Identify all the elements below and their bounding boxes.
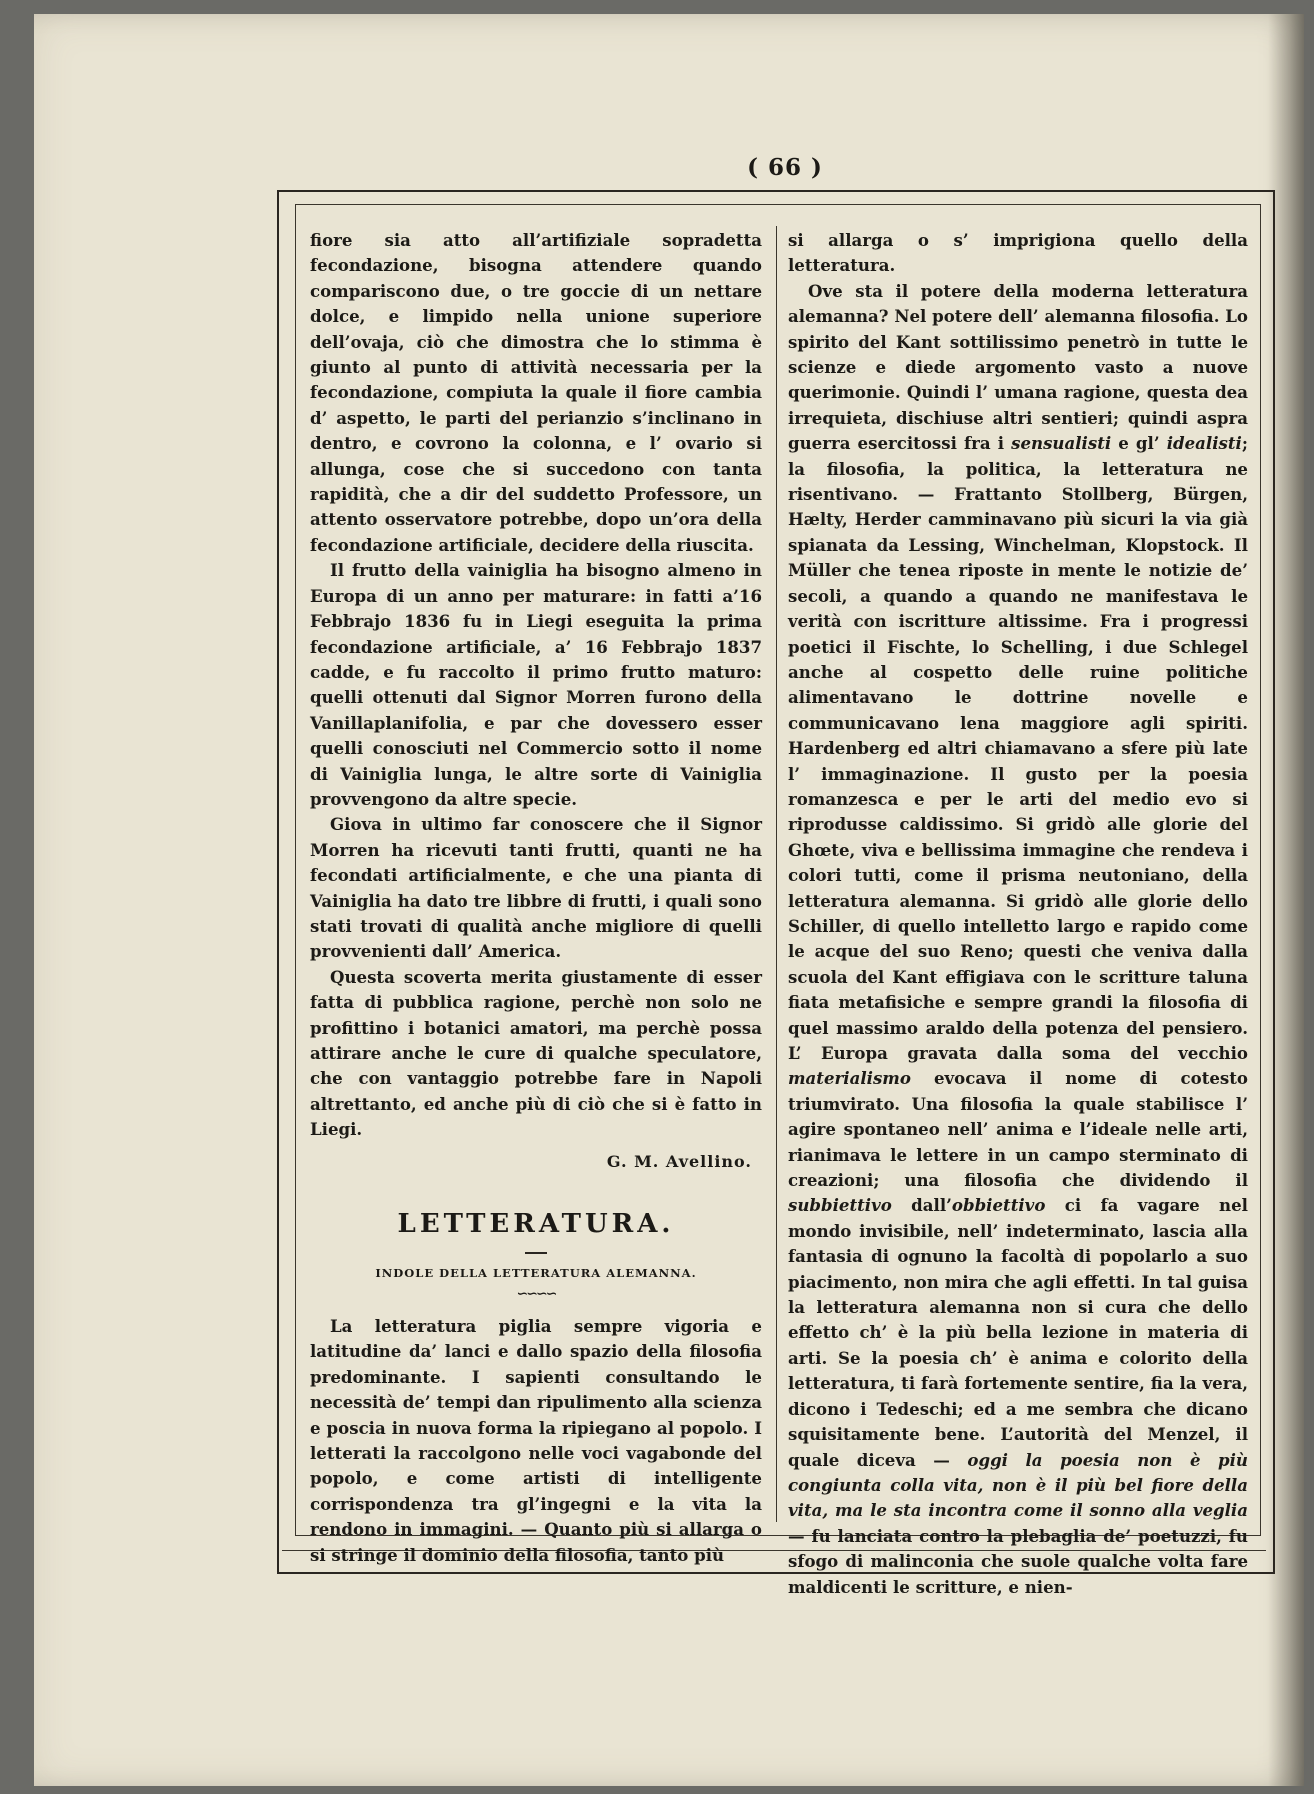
section-subtitle: INDOLE DELLA LETTERATURA ALEMANNA. (375, 1266, 697, 1281)
right-column (788, 228, 1248, 1600)
italic-term: sensualisti (1011, 433, 1112, 454)
italic-quote: oggi la poesia non è più congiunta colla vita, non è il più bel fiore della vita, ma le sta incontra come il sonno alla veglia (788, 1449, 1248, 1521)
italic-term: obbiettivo (951, 1195, 1046, 1216)
paragraph-letteratura-intro: La letteratura piglia sempre vigoria e latitudine da’ lanci e dallo spazio della filosofia predominante. I sapienti consultando le necessità de’ tempi dan ripulimento alla scienza e poscia in nuova forma la ripiegano al popolo. I letterati la raccolgono nelle voci vagabonde del popolo, e come artisti di intelligente corrispondenza tra gl’ingegni e la vita la rendono in immagini. — Quanto più si allarga o si stringe il dominio della filosofia, tanto più (310, 1316, 762, 1565)
column-divider (776, 226, 777, 1522)
title-rule (525, 1252, 547, 1254)
paragraph-frutto-vainiglia: Il frutto della vainiglia ha bisogno almeno in Europa di un anno per maturare: in fatti a’16 Febbrajo 1836 fu in Liegi eseguita la prima fecondazione artificiale, a’ 16 Febbrajo 1837 cadde, e fu raccolto il primo frutto maturo: quelli ottenuti dal Signor Morren furono della Vanillaplanifolia, e par che dovessero esser quelli conosciuti nel Commercio sotto il nome di Vainiglia lunga, le altre sorte di Vainiglia provvengono da altre specie. (310, 560, 762, 809)
text-run: ; la filosofia, la politica, la letteratura ne risentivano. — Frattanto Stollberg, Bürgen, Hælty, Herder camminavano più sicuri la via già spianata da Lessing, Winchelman, Klopstock. Il Müller che tenea riposte in mente le notizie de’ secoli, a quando a quando ne manifestava le verità con iscritture altissime. Fra i progressi poetici il Fischte, lo Schelling, i due Schlegel anche al cospetto delle ruine politiche alimentavano le dottrine novelle e communicavano lena maggiore agli spiriti. Hardenberg ed altri chiamavano a sfere più late l’ immaginazione. Il gusto per la poesia romanzesca e per le arti del medio evo si riprodusse caldissimo. Si gridò alle glorie del Ghœte, viva e bellissima immagine che rendeva i colori tutti, come il prisma neutoniano, della letteratura alemanna. Si gridò alle glorie dello Schiller, di quello intelletto largo e rapido come le acque del suo Reno; questi che veniva dalla scuola del Kant effigiava con le scritture taluna fiata metafisiche e sempre grandi la filosofia di quel massimo araldo della potenza del pensiero. L’ Europa gravata dalla soma del vecchio (788, 433, 1248, 1063)
italic-term: subbiettivo (788, 1195, 892, 1216)
text-run: Ove sta il potere della moderna letteratura alemanna? Nel potere dell’ alemanna filosofia. Lo spirito del Kant sottilissimo penetrò in tutte le scienze e diede argomento vasto a nuove querimonie. Quindi l’ umana ragione, questa dea irrequieta, dischiuse altri sentieri; quindi aspra guerra esercitossi fra i (788, 280, 1248, 454)
text-run: dall’ (891, 1195, 952, 1216)
author-signature: G. M. Avellino. (606, 1151, 752, 1171)
section-title: LETTERATURA. (397, 1209, 675, 1240)
italic-term: idealisti (1166, 433, 1242, 454)
paragraph-scoverta: Questa scoverta merita giustamente di esser fatta di pubblica ragione, perchè non solo ne profittino i botanici amatori, ma perchè possa attirare anche le cure di qualche speculatore, che con vantaggio potrebbe fare in Napoli altrettanto, ed anche più di ciò che si è fatto in Liegi. (310, 966, 762, 1140)
text-run: — fu lanciata contro la plebaglia de’ poetuzzi, fu sfogo di malinconia che suole qualche volta fare maldicenti le scritture, e nien- (788, 1525, 1248, 1597)
text-run: e gl’ (1111, 433, 1167, 454)
paragraph-vainiglia-fecondazione: fiore sia atto all’artifiziale sopradetta fecondazione, bisogna attendere quando compariscono due, o tre goccie di un nettare dolce, e limpido nella unione superiore dell’ovaja, ciò che dimostra che lo stimma è giunto al punto di attività necessaria per la fecondazione, compiuta la quale il fiore cambia d’ aspetto, le parti del perianzio s’inclinano in dentro, e covrono la colonna, e l’ ovario si allunga, cose che si succedono con tanta rapidità, che a dir del suddetto Professore, un attento osservatore potrebbe, dopo un’ora della fecondazione artificiale, decidere della riuscita. (310, 230, 762, 555)
text-run: ci fa vagare nel mondo invisibile, nell’ indeterminato, lascia alla fantasia di ognuno la facoltà di popolarlo a suo piacimento, non mira che agli effetti. In tal guisa la letteratura alemanna non si cura che dello effetto ch’ è la più bella lezione in materia di arti. Se la poesia ch’ è anima e colorito della letteratura, ti farà fortemente sentire, fia la vera, dicono i Tedeschi; ed a me sembra che dicano squisitamente bene. L’autorità del Menzel, il quale diceva — (788, 1195, 1248, 1470)
text-run: evocava il nome di cotesto triumvirato. Una filosofia la quale stabilisce l’ agire spontaneo nell’ anima e l’ideale nelle arti, rianimava le lettere in un campo sterminato di creazioni; una filosofia che dividendo il (788, 1068, 1248, 1191)
paragraph-continuation: si allarga o s’ imprigiona quello della letteratura. (788, 230, 1248, 276)
left-column (310, 228, 762, 1568)
paragraph-morren: Giova in ultimo far conoscere che il Signor Morren ha ricevuti tanti frutti, quanti ne ha fecondati artificialmente, e che una pianta di Vainiglia ha dato tre libbre di frutti, i quali sono stati trovati di qualità anche migliore di quelli provvenienti dall’ America. (310, 814, 762, 962)
paragraph-letteratura-alemanna (788, 279, 1248, 1600)
italic-term: materialismo (788, 1068, 911, 1089)
page-number: ( 66 ) (747, 154, 823, 181)
ornament-divider: ∽∽∽∽ (516, 1286, 556, 1303)
